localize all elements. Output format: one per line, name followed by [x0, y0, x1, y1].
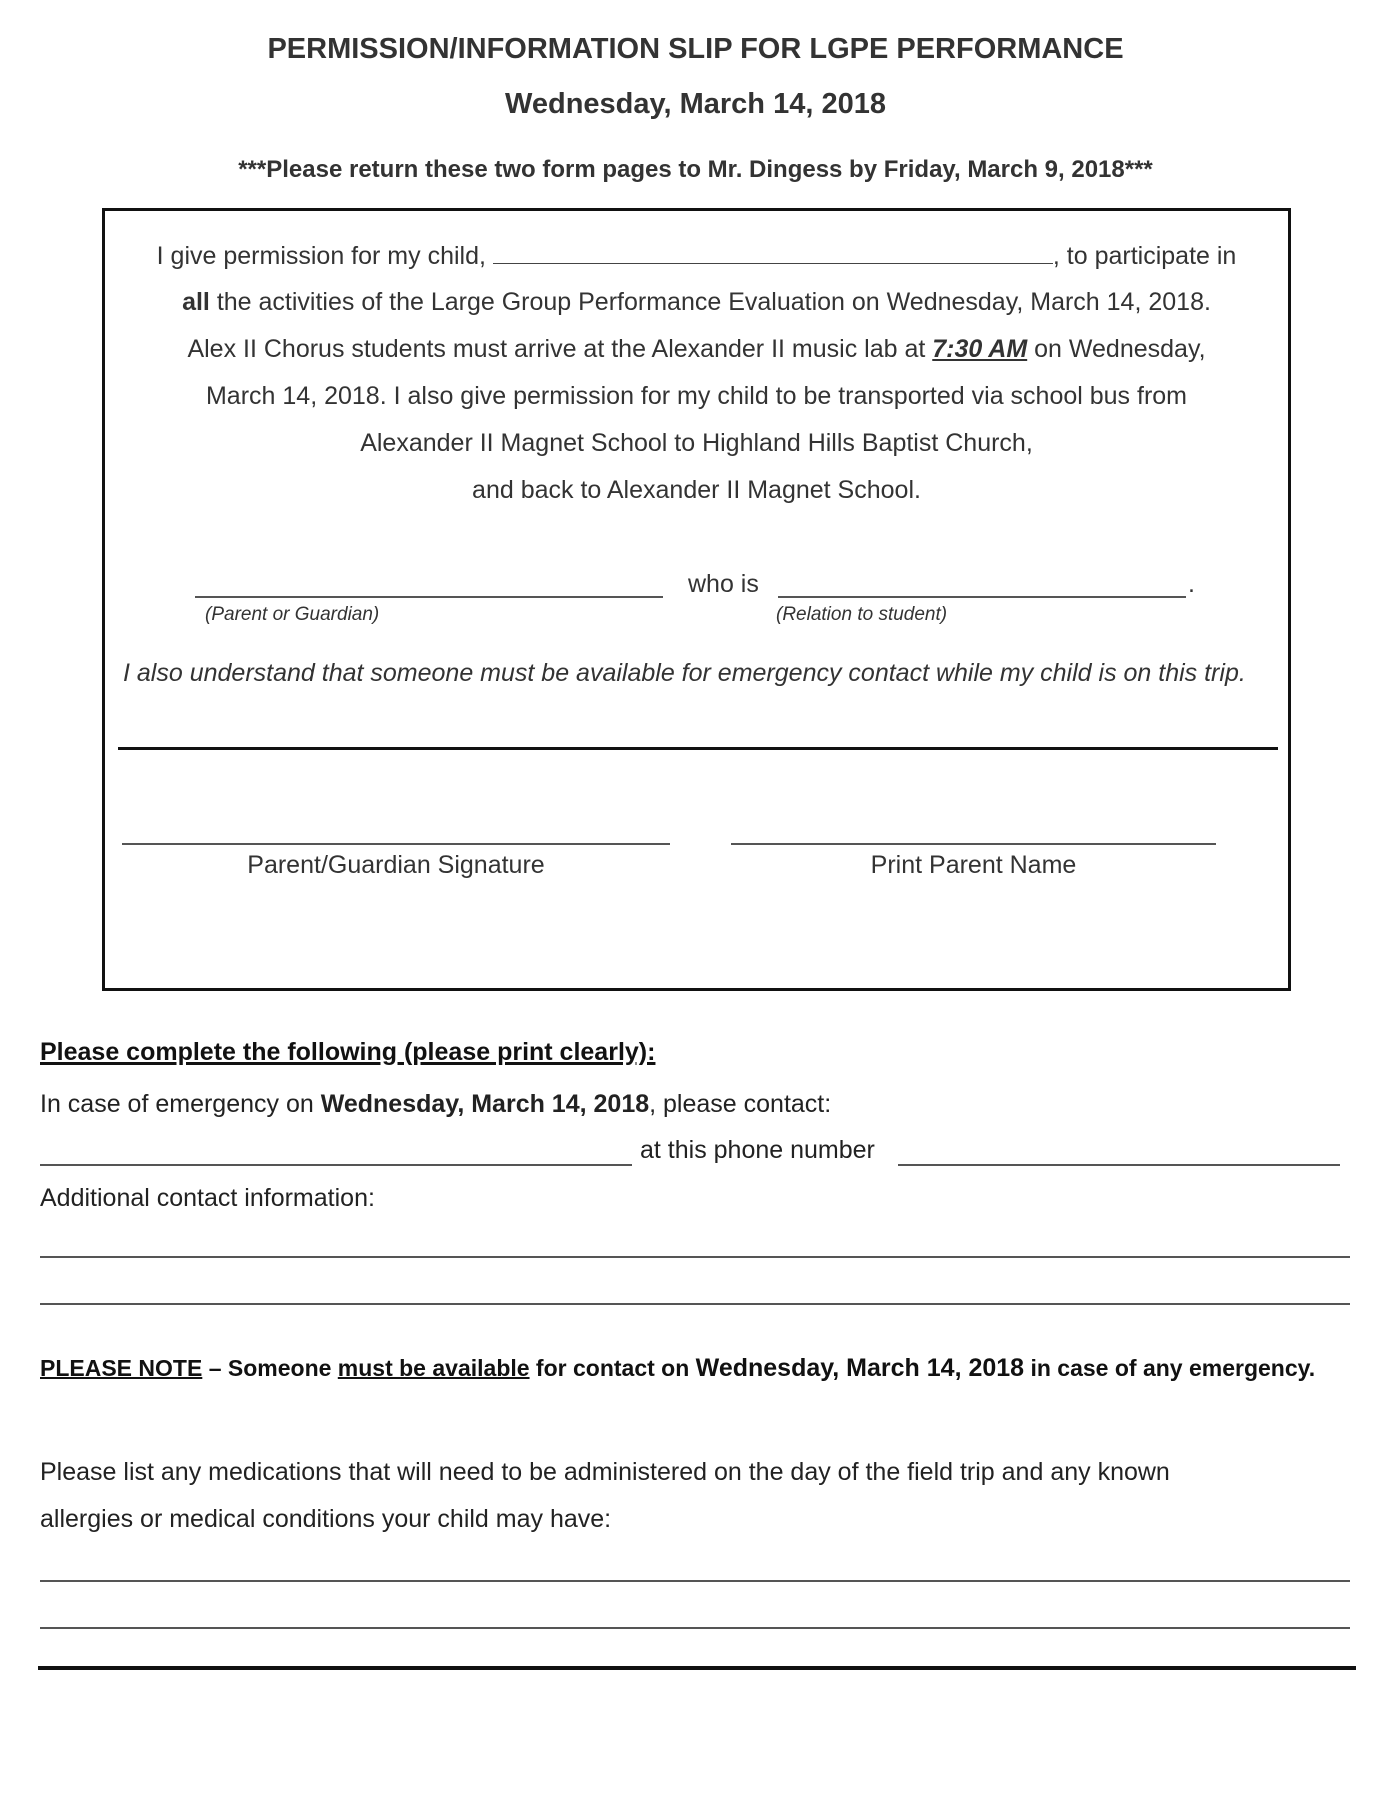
permission-line-1 [105, 241, 1288, 271]
period: . [1188, 570, 1195, 598]
note-text: for contact on [529, 1355, 696, 1381]
medical-field-2[interactable] [40, 1627, 1350, 1629]
relation-caption: (Relation to student) [776, 604, 948, 625]
arrival-time: 7:30 AM [932, 335, 1028, 363]
emergency-statement: I also understand that someone must be available for emergency contact while my child is on this trip. [123, 659, 1246, 687]
permission-text: Alex II Chorus students must arrive at the Alexander II music lab at [187, 335, 933, 363]
note-text: – Someone [202, 1355, 338, 1381]
permission-text: on Wednesday, [1027, 335, 1206, 363]
permission-text: I give permission for my child, [156, 242, 486, 270]
permission-line-3 [105, 335, 1288, 364]
signature-label: Parent/Guardian Signature [247, 851, 545, 879]
permission-text: , to participate in [1052, 242, 1237, 270]
permission-line-4: March 14, 2018. I also give permission for my child to be transported via school bus from [205, 382, 1188, 410]
medical-field-1[interactable] [40, 1580, 1350, 1582]
additional-contact-label: Additional contact information: [40, 1184, 375, 1212]
permission-line-2 [105, 288, 1288, 317]
bottom-rule [38, 1666, 1356, 1670]
note-emphasis: must be available [337, 1355, 530, 1381]
emergency-line [40, 1090, 831, 1119]
parent-caption: (Parent or Guardian) [205, 604, 380, 625]
permission-text: the activities of the Large Group Performance Evaluation on Wednesday, March 14, 2018. [209, 288, 1211, 316]
print-name-label: Print Parent Name [870, 851, 1077, 879]
permission-line-6: and back to Alexander II Magnet School. [472, 476, 921, 504]
phone-label: at this phone number [640, 1136, 875, 1164]
note-date: Wednesday, March 14, 2018 [695, 1354, 1025, 1382]
medical-line-1: Please list any medications that will need to be administered on the day of the field trip and any known [40, 1458, 1170, 1486]
permission-line-5: Alexander II Magnet School to Highland Hills Baptist Church, [360, 429, 1033, 457]
additional-contact-field-2[interactable] [40, 1303, 1350, 1305]
print-name-field[interactable] [731, 843, 1216, 845]
parent-guardian-field[interactable] [195, 596, 663, 598]
phone-number-field[interactable] [898, 1164, 1340, 1166]
contact-heading: Please complete the following (please print clearly): [40, 1038, 656, 1066]
emergency-text: , please contact: [649, 1090, 832, 1118]
relation-field[interactable] [778, 596, 1186, 598]
note-text: in case of any emergency. [1024, 1355, 1316, 1381]
who-is-label: who is [688, 570, 759, 598]
emergency-date: Wednesday, March 14, 2018 [320, 1090, 650, 1118]
additional-contact-field-1[interactable] [40, 1256, 1350, 1258]
emergency-contact-name-field[interactable] [40, 1164, 632, 1166]
note-label: PLEASE NOTE [40, 1355, 203, 1381]
please-note [40, 1353, 1340, 1383]
return-notice: ***Please return these two form pages to Mr. Dingess by Friday, March 9, 2018*** [238, 156, 1153, 183]
divider [118, 747, 1278, 750]
medical-line-2: allergies or medical conditions your child may have: [40, 1505, 612, 1533]
all-emphasis: all [182, 288, 210, 316]
child-name-field[interactable] [493, 241, 1053, 264]
event-date: Wednesday, March 14, 2018 [505, 88, 886, 120]
permission-box [102, 208, 1291, 991]
form-title: PERMISSION/INFORMATION SLIP FOR LGPE PERFORMANCE [267, 33, 1124, 65]
signature-field[interactable] [122, 843, 670, 845]
emergency-text: In case of emergency on [40, 1090, 321, 1118]
